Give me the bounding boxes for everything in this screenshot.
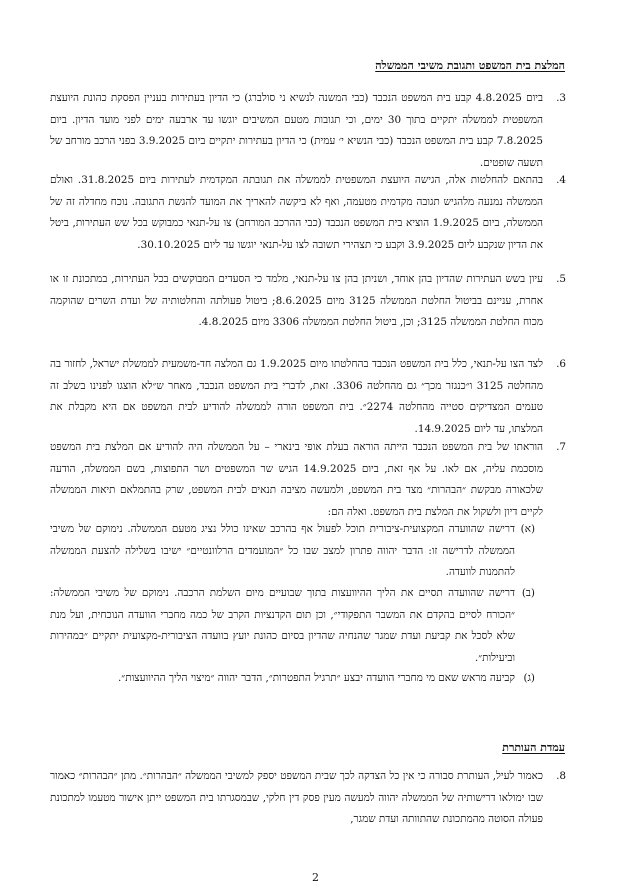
- paragraph-number: 6.: [556, 358, 566, 370]
- paragraph-number: 7.: [556, 441, 566, 453]
- paragraph-7: [50, 437, 565, 523]
- subitem-a: [50, 519, 535, 584]
- subitem-marker: (א): [520, 523, 535, 535]
- paragraph-text: כאמור לעיל, העותרת סבורה כי אין כל הצדקה לכך שבית המשפט יספק למשיבי הממשלה ״הבהרות״. מתן ״הבהרות״ כאמור שבו ימולאו דרישותיה של הממשלה יהווה למעשה מעין פסק דין חלקי, שבמסגרתו בית המשפט ייתן אישור מטעמו למתכונת פעולה הסוטה מהמתכונת שהתוותה ועדת שמגר,: [50, 770, 543, 825]
- paragraph-4: [50, 170, 565, 256]
- subitem-marker: (ב): [521, 587, 535, 599]
- subitem-c: [50, 668, 535, 690]
- paragraph-text: הוראתו של בית המשפט הנכבד הייתה הוראה בעלת אופי בינארי – על הממשלה היה להודיע אם המלצת בית המשפט מוסכמת עליה, אם לאו. על אף זאת, ביום 14.9.2025 הגיש שר המשפטים ושר התפוצות, בשם הממשלה, הודעה שלכאורה מבקשת ״הבהרות״ מצד בית המשפט, ולמעשה מציבה תנאים לבית המשפט, שרק בהתמלאם תיאות הממשלה לקיים דיון ולשקול את המלצת בית המשפט. ואלה הם:: [50, 441, 543, 518]
- paragraph-number: 4.: [556, 174, 566, 186]
- paragraph-5: [50, 269, 565, 334]
- paragraph-number: 8.: [556, 770, 566, 782]
- paragraph-8: [50, 766, 565, 831]
- paragraph-number: 5.: [556, 273, 566, 285]
- subitem-text: דרישה שהוועדה תסיים את הליך ההיוועצות בתוך שבועיים מיום השלמת הרכבה. נימוקם של משיבי הממשלה: ״הכורח לסיים בהקדם את המשבר התפקודי״, וכן תום הקדנציות הקרב של כמה מחברי הוועדה הנוכחית, ועל מנת שלא לסכל את קביעת ועדת שמגר שהנחיה שהדיון בסיום כהונת יועץ בוועדה הציבורית-מקצועית יתקיים ״במהירות וביעילות״.: [50, 587, 515, 664]
- section-title-petitioner-position: עמדת העותרת: [502, 741, 565, 754]
- paragraph-text: עיון בשש העתירות שהדיון בהן אוחד, ושניתן בהן צו על-תנאי, מלמד כי הסעדים המבוקשים בכל העתירות, במתכונת זו או אחרת, עניינם בביטול החלטת הממשלה 3125 מיום 8.6.2025; ביטול פעולתה והחלטותיה של ועדת השרים שהוקמה מכוח החלטת הממשלה 3125; וכן, ביטול החלטת הממשלה 3306 מיום 4.8.2025.: [50, 273, 543, 328]
- paragraph-6: [50, 354, 565, 440]
- subitem-text: דרישה שהוועדה המקצועית-ציבורית תוכל לפעול אף בהרכב שאינו כולל נציג מטעם הממשלה. נימוקם של משיבי הממשלה לדרישה זו: הדבר יהווה פתרון למצב שבו כל ״המועמדים הרלוונטיים״ ישיבו בשלילה להצעת הממשלה להתמנות לוועדה.: [50, 523, 515, 578]
- paragraph-text: ביום 4.8.2025 קבע בית המשפט הנכבד (כבי המשנה לנשיא ני סולברג) כי הדיון בעתירות בעניין הפסקת כהונת היועצת המשפטית לממשלה יתקיים בתוך 30 ימים, וכי תגובות מטעם המשיבים יוגשו עד ארבעה ימים לפני מועד הדיון. ביום 7.8.2025 קבע בית המשפט הנכבד (כבי הנשיא י׳ עמית) כי הדיון בעתירות יתקיים ביום 3.9.2025 בפני הרכב מורחב של תשעה שופטים.: [50, 92, 543, 169]
- paragraph-number: 3.: [556, 92, 566, 104]
- subitem-text: קביעה מראש שאם מי מחברי הוועדה יבצע ״תרגיל התפטרות״, הדבר יהווה ״מיצוי הליך ההיוועצות״.: [117, 672, 515, 684]
- section-title-recommendation: המלצת בית המשפט ותגובת משיבי הממשלה: [375, 59, 565, 72]
- paragraph-text: בהתאם להחלטות אלה, הגישה היועצת המשפטית לממשלה את תגובתה המקדמית לעתירות ביום 31.8.2025. ואולם הממשלה נמנעה מלהגיש תגובה מקדמית מטעמה, ואף לא ביקשה להאריך את המועד להגשת התגובה. נוכח מחדלה זה של הממשלה, ביום 1.9.2025 הוציא בית המשפט הנכבד (כבי ההרכב המורחב) צו על-תנאי כמבוקש בכל שש העתירות, ביטל את הדיון שנקבע ליום 3.9.2025 וקבע כי תצהירי תשובה לצו על-תנאי יוגשו עד ליום 30.10.2025.: [50, 174, 543, 251]
- subitem-marker: (ג): [523, 672, 535, 684]
- page-number: 2: [312, 871, 319, 884]
- subitem-b: [50, 583, 535, 669]
- paragraph-3: [50, 88, 565, 174]
- paragraph-text: לצד הצו על-תנאי, כלל בית המשפט הנכבד בהחלטתו מיום 1.9.2025 גם המלצה חד-משמעית לממשלת ישראל, לחזור בה מהחלטה 3125 ו״כנגזר מכך״ גם מהחלטה 3306. זאת, לדברי בית המשפט הנכבד, מאחר ש״לא הוצגו לפנינו בשלב זה טעמים המצדיקים סטייה מהחלטה 2274״. בית המשפט הורה לממשלה להודיע לבית המשפט אם היא מקבלת את המלצתו, עד ליום 14.9.2025.: [50, 358, 543, 435]
